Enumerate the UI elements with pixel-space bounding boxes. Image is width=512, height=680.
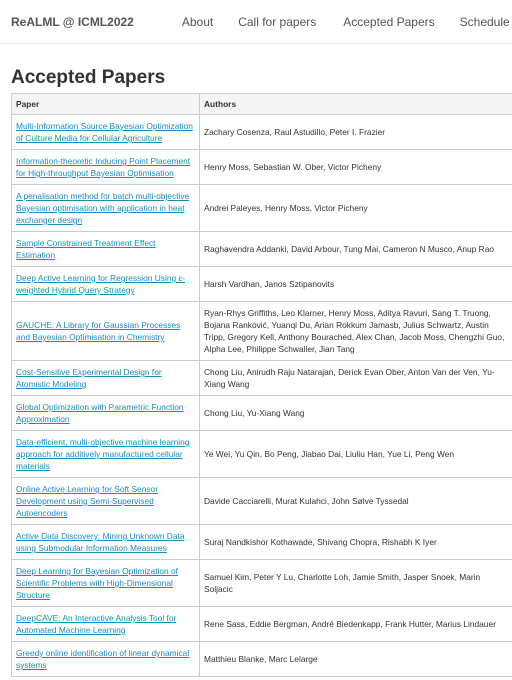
paper-cell: [12, 267, 200, 302]
table-header-row: [12, 94, 512, 115]
authors-cell: Davide Cacciarelli, Murat Kulahci, John Sølve Tyssedal: [200, 478, 512, 525]
table-row: [12, 642, 512, 677]
paper-cell: [12, 302, 200, 361]
column-header-authors: Authors: [200, 94, 512, 115]
paper-title-link[interactable]: Information-theoretic Inducing Point Placement for High-throughput Bayesian Optimisation: [16, 156, 191, 178]
authors-cell: Ye Wei, Yu Qin, Bo Peng, Jiabao Dai, Liuliu Han, Yue Li, Peng Wen: [200, 431, 512, 478]
table-row: [12, 115, 512, 150]
paper-title-link[interactable]: Greedy online identification of linear dynamical systems: [16, 648, 190, 670]
authors-cell: Chong Liu, Yu-Xiang Wang: [200, 396, 512, 431]
authors-cell: Suraj Nandkishor Kothawade, Shivang Chopra, Rishabh K Iyer: [200, 525, 512, 560]
paper-title-link[interactable]: DeepCAVE: An Interactive Analysis Tool for Automated Machine Learning: [16, 613, 177, 635]
authors-cell: Henry Moss, Sebastian W. Ober, Victor Picheny: [200, 150, 512, 185]
brand-link[interactable]: ReALML @ ICML2022: [11, 14, 134, 29]
paper-cell: [12, 642, 200, 677]
table-row: [12, 150, 512, 185]
paper-cell: [12, 478, 200, 525]
table-row: [12, 232, 512, 267]
table-row: [12, 361, 512, 396]
column-header-paper: Paper: [12, 94, 200, 115]
nav-link-accepted-papers[interactable]: Accepted Papers: [343, 14, 435, 29]
paper-cell: [12, 115, 200, 150]
paper-title-link[interactable]: Deep Active Learning for Regression Using ε-weighted Hybrid Query Strategy: [16, 273, 185, 295]
nav-link-call-for-papers[interactable]: Call for papers: [238, 14, 317, 29]
authors-cell: Andrei Paleyes, Henry Moss, Victor Picheny: [200, 185, 512, 232]
authors-cell: Samuel Kim, Peter Y Lu, Charlotte Loh, Jamie Smith, Jasper Snoek, Marin Soljacic: [200, 560, 512, 607]
paper-cell: [12, 232, 200, 267]
authors-cell: Rene Sass, Eddie Bergman, André Biedenkapp, Frank Hutter, Marius Lindauer: [200, 607, 512, 642]
table-row: [12, 396, 512, 431]
table-row: [12, 560, 512, 607]
authors-cell: Zachary Cosenza, Raul Astudillo, Peter I. Frazier: [200, 115, 512, 150]
table-row: [12, 607, 512, 642]
paper-title-link[interactable]: Online Active Learning for Soft Sensor Development using Semi-Supervised Autoencoders: [16, 484, 158, 518]
paper-title-link[interactable]: Sample Constrained Treatment Effect Estimation: [16, 238, 156, 260]
paper-title-link[interactable]: Global Optimization with Parametric Function Approximation: [16, 402, 184, 424]
table-row: [12, 267, 512, 302]
nav-link-schedule[interactable]: Schedule: [459, 14, 510, 29]
navbar: [0, 0, 512, 44]
paper-title-link[interactable]: Data-efficient, multi-objective machine learning approach for additively manufactured cellular materials: [16, 437, 190, 471]
authors-cell: Harsh Vardhan, Janos Sztipanovits: [200, 267, 512, 302]
nav-links: [182, 15, 512, 29]
paper-title-link[interactable]: A penalisation method for batch multi-objective Bayesian optimisation with application in heat exchanger design: [16, 191, 190, 225]
paper-cell: [12, 361, 200, 396]
paper-title-link[interactable]: Cost-Sensitive Experimental Design for Atomistic Modeling: [16, 367, 162, 389]
table-row: [12, 302, 512, 361]
table-row: [12, 185, 512, 232]
paper-title-link[interactable]: Multi-Information Source Bayesian Optimization of Culture Media for Cellular Agriculture: [16, 121, 193, 143]
paper-title-link[interactable]: Active Data Discovery: Mining Unknown Data using Submodular Information Measures: [16, 531, 185, 553]
paper-cell: [12, 396, 200, 431]
authors-cell: Ryan-Rhys Griffiths, Leo Klarner, Henry Moss, Aditya Ravuri, Sang T. Truong, Bojana Ranković, Yuanqi Du, Arian Rokkum Jamasb, Julius Schwartz, Austin Tripp, Gregory Kell, Anthony Bourached, Alex Chan, Jacob Moss, Chengzhi Guo, Alpha Lee, Philippe Schwaller, Jian Tang: [200, 302, 512, 361]
authors-cell: Matthieu Blanke, Marc Lelarge: [200, 642, 512, 677]
paper-cell: [12, 431, 200, 478]
paper-cell: [12, 185, 200, 232]
authors-cell: Raghavendra Addanki, David Arbour, Tung Mai, Cameron N Musco, Anup Rao: [200, 232, 512, 267]
nav-link-about[interactable]: About: [181, 14, 214, 29]
table-row: [12, 525, 512, 560]
paper-cell: [12, 150, 200, 185]
paper-title-link[interactable]: Deep Learning for Bayesian Optimization of Scientific Problems with High-Dimensional Structure: [16, 566, 179, 600]
table-row: [12, 478, 512, 525]
table-row: [12, 431, 512, 478]
page-title: Accepted Papers: [11, 67, 166, 88]
paper-cell: [12, 560, 200, 607]
paper-title-link[interactable]: GAUCHE: A Library for Gaussian Processes and Bayesian Optimisation in Chemistry: [16, 320, 181, 342]
papers-table: [11, 93, 512, 677]
paper-cell: [12, 607, 200, 642]
authors-cell: Chong Liu, Anirudh Raju Natarajan, Derick Evan Ober, Anton Van der Ven, Yu-Xiang Wang: [200, 361, 512, 396]
paper-cell: [12, 525, 200, 560]
